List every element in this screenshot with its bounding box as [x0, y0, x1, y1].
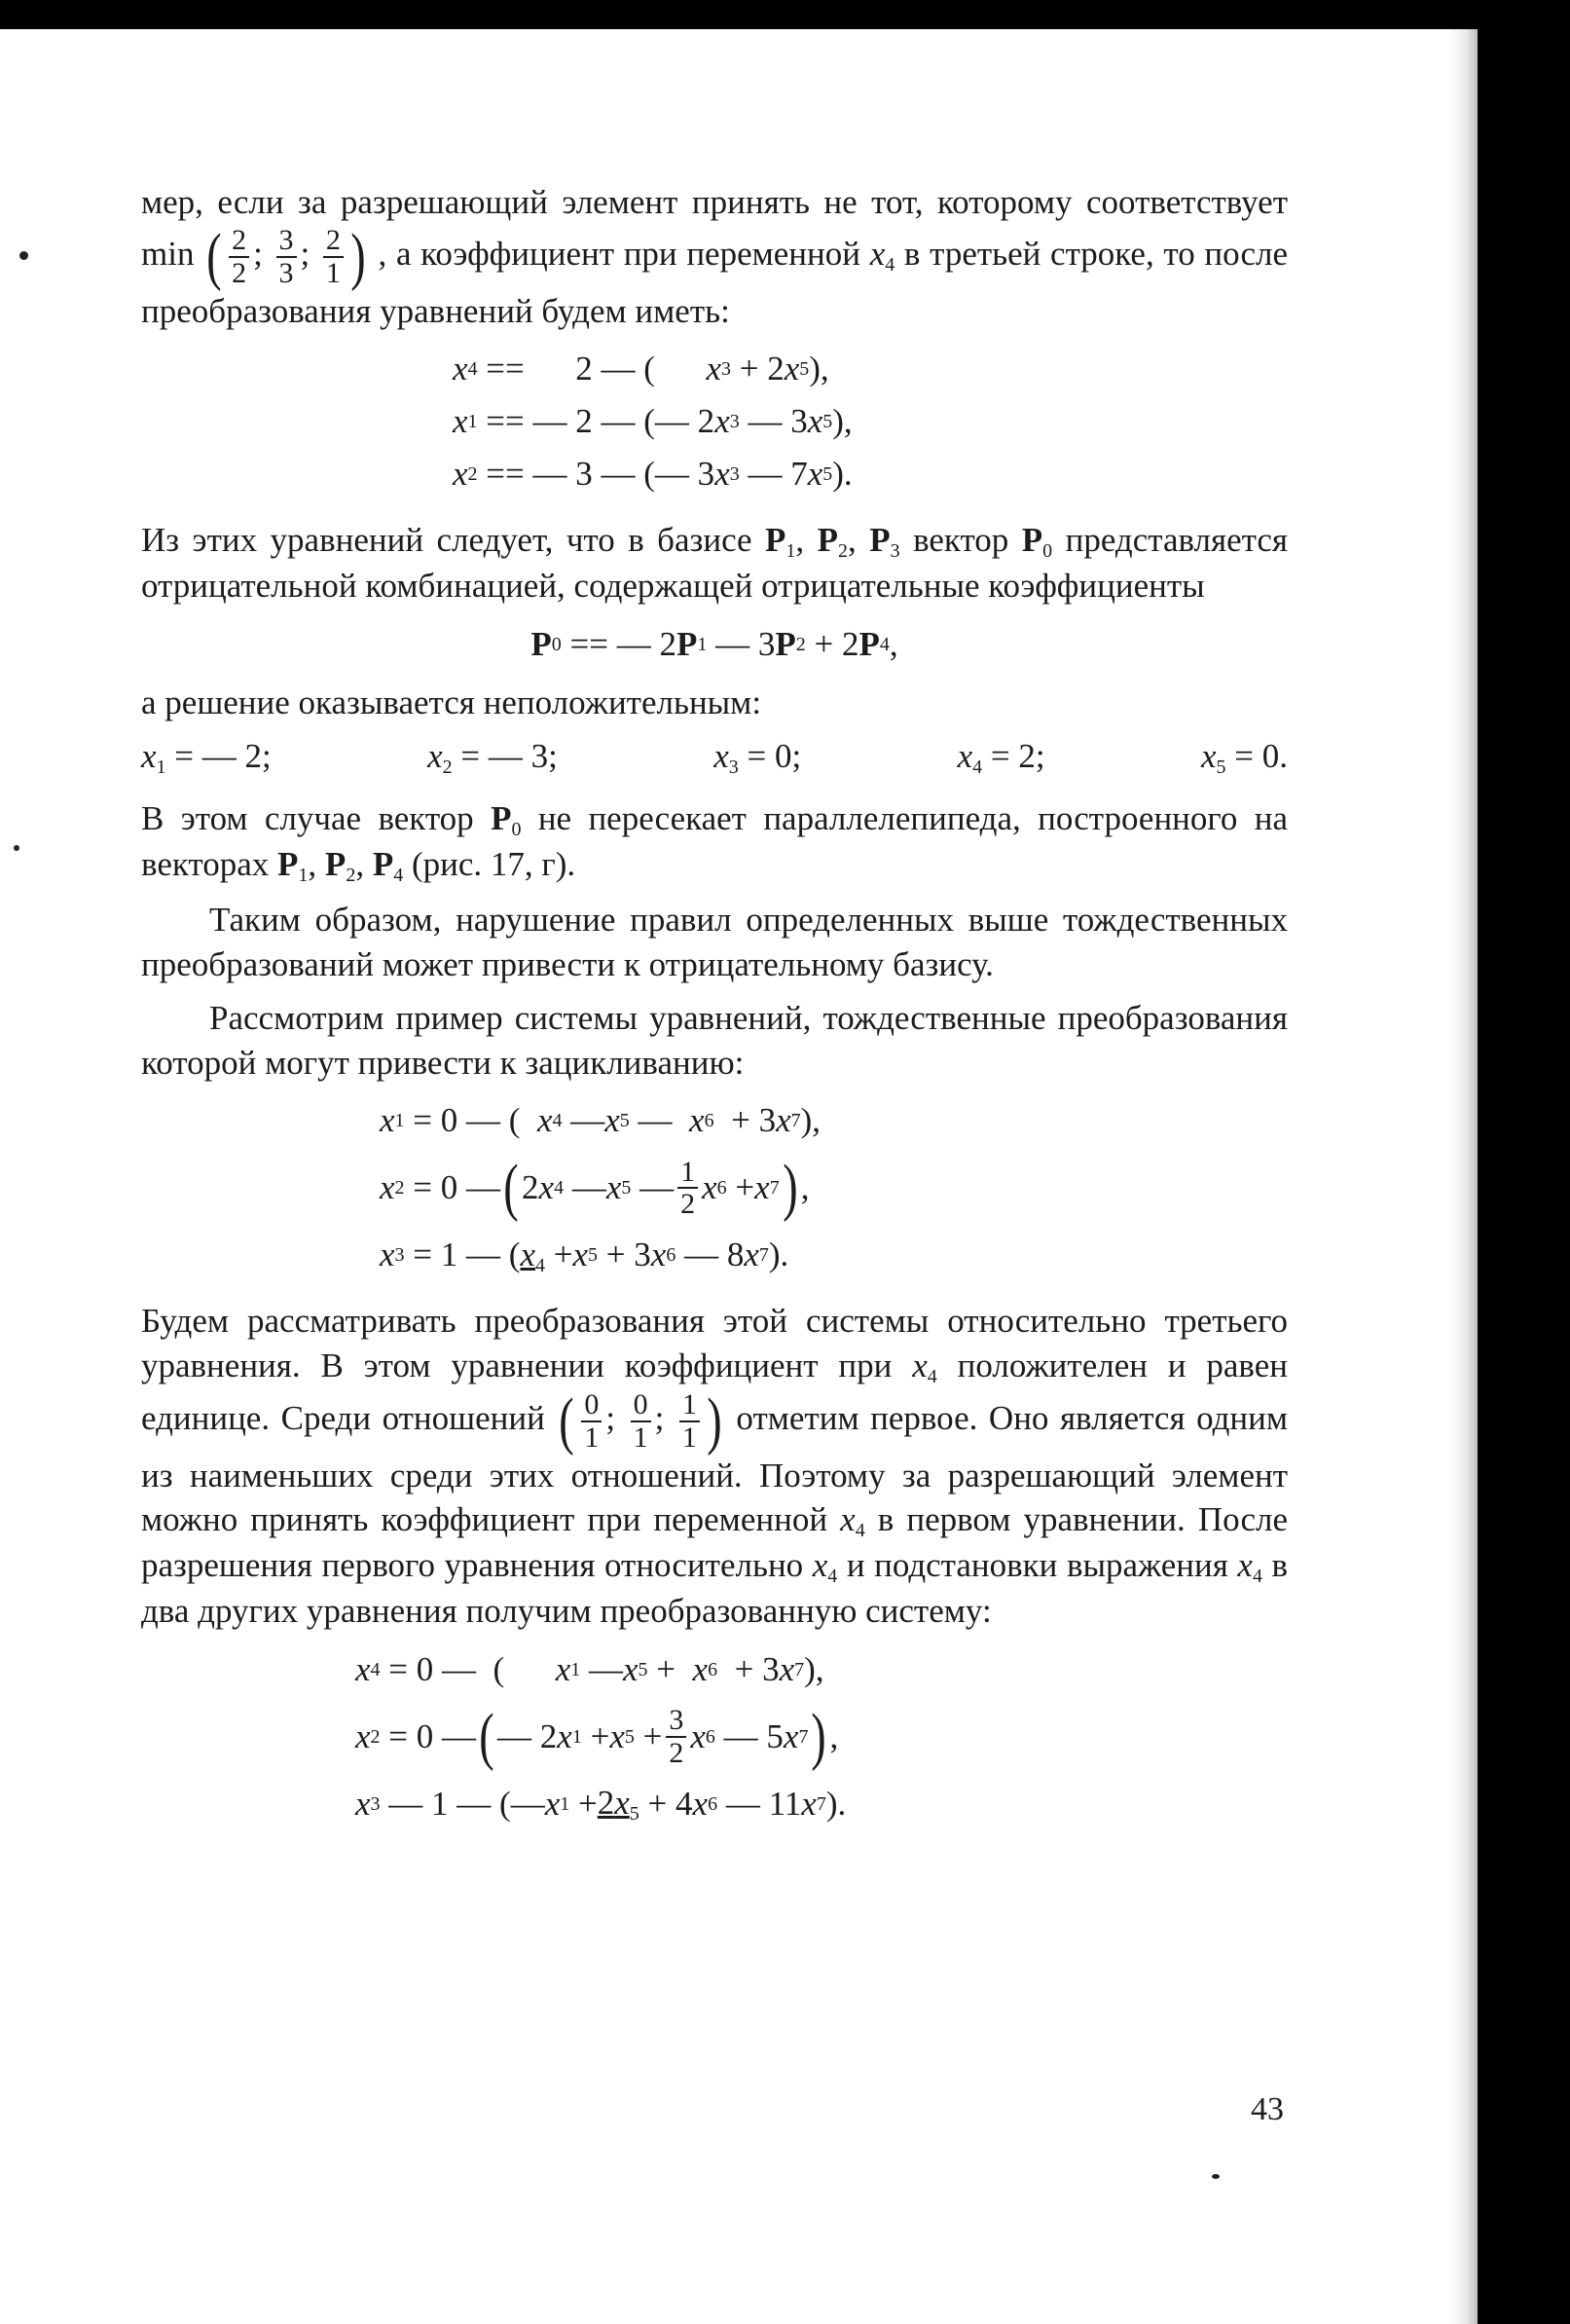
- paragraph-5: Таким образом, нарушение правил определенных выше тождественных преобразований может привести к отрицательному базису.: [141, 901, 1288, 983]
- scan-speck: [14, 845, 19, 851]
- page-number: 43: [1251, 2091, 1284, 2127]
- scan-speck: [19, 251, 28, 260]
- page-edge-shadow: [1450, 29, 1478, 2324]
- paragraph-6: Рассмотрим пример системы уравнений, тождественные преобразования которой могут привести к зацикливанию:: [141, 999, 1288, 1082]
- equation-system-3: x 4 = 0 — ( x 1 — x 5 + x 6 + 3 x 7 ), x 2 = 0 — ( — 2 x 1 + x 5 + $\frac{3}{2}$ x 6 — 5 x 7 ) , x 3 — 1 — (— x 1 + $2x_5$ + 4 x 6 — 11 x 7 ).: [355, 1649, 847, 1825]
- equation-system-1: x 4 == 2 — ( x 3 + 2 x 5 ), x 1 == — 2 — (— 2 x 3 — 3 x 5 ), x 2 == — 3 — (— 3 x 3 — 7 x 5 ).: [453, 350, 853, 494]
- scan-right-border: [1478, 0, 1570, 2324]
- combination-equation: P 0 == — 2 P 1 — 3 P 2 + 2 P 4 ,: [530, 624, 898, 663]
- scan-top-border: [0, 0, 1570, 29]
- paragraph-2: Из этих уравнений следует, что в базисе $P_1$, $P_2$, $P_3$ вектор $P_0$ представляется отрицательной комбинацией, содержащей отрицательные коэффициенты: [141, 521, 1289, 605]
- solution-line: $x_1$ = — 2; $x_2$ = — 3; $x_3 = 0$; $x_4 = 2$; $x_5 = 0$.: [141, 736, 1288, 778]
- page-text: [141, 180, 1288, 1848]
- scan-speck: [1212, 2174, 1220, 2179]
- paragraph-4: В этом случае вектор $P_0$ не пересекает параллелепипеда, построенного на векторах $P_1$, $P_2$, $P_4$ (рис. 17, г).: [141, 799, 1289, 886]
- paragraph-3: а решение оказывается неположительным:: [141, 682, 762, 721]
- paragraph-1: мер, если за разрешающий элемент принять не тот, которому соответствует min ( $\frac{2}{2}$ ; $\frac{3}{3}$ ; $\frac{2}{1}$ ) , а коэффициент при переменной $x_4$ в третьей строке, то после преобразования уравнений будем иметь:: [141, 183, 1289, 330]
- equation-system-2: x 1 = 0 — ( x 4 — x 5 — x 6 + 3 x 7 ), x 2 = 0 — ( 2 x 4 — x 5 — $\frac{1}{2}$ x 6 + x 7 ) , x 3 = 1 — ( $x_4$ + x 5 + 3 x 6 — 8 x 7 ).: [380, 1101, 822, 1276]
- paragraph-7: Будем рассматривать преобразования этой системы относительно третьего уравнения. В этом уравнении коэффициент при $x_4$ положителен и равен единице. Среди отношений ( $\frac{0}{1}$ ; $\frac{0}{1}$ ; $\frac{1}{1}$ ) отметим первое. Оно является одним из наименьших среди этих отношений. Поэтому за разрешающий элемент можно принять коэффициент при переменной $x_4$ в первом уравнении. После разрешения первого уравнения относительно $x_4$ и подстановки выражения $x_4$ в два других уравнения получим преобразованную систему:: [141, 1302, 1289, 1630]
